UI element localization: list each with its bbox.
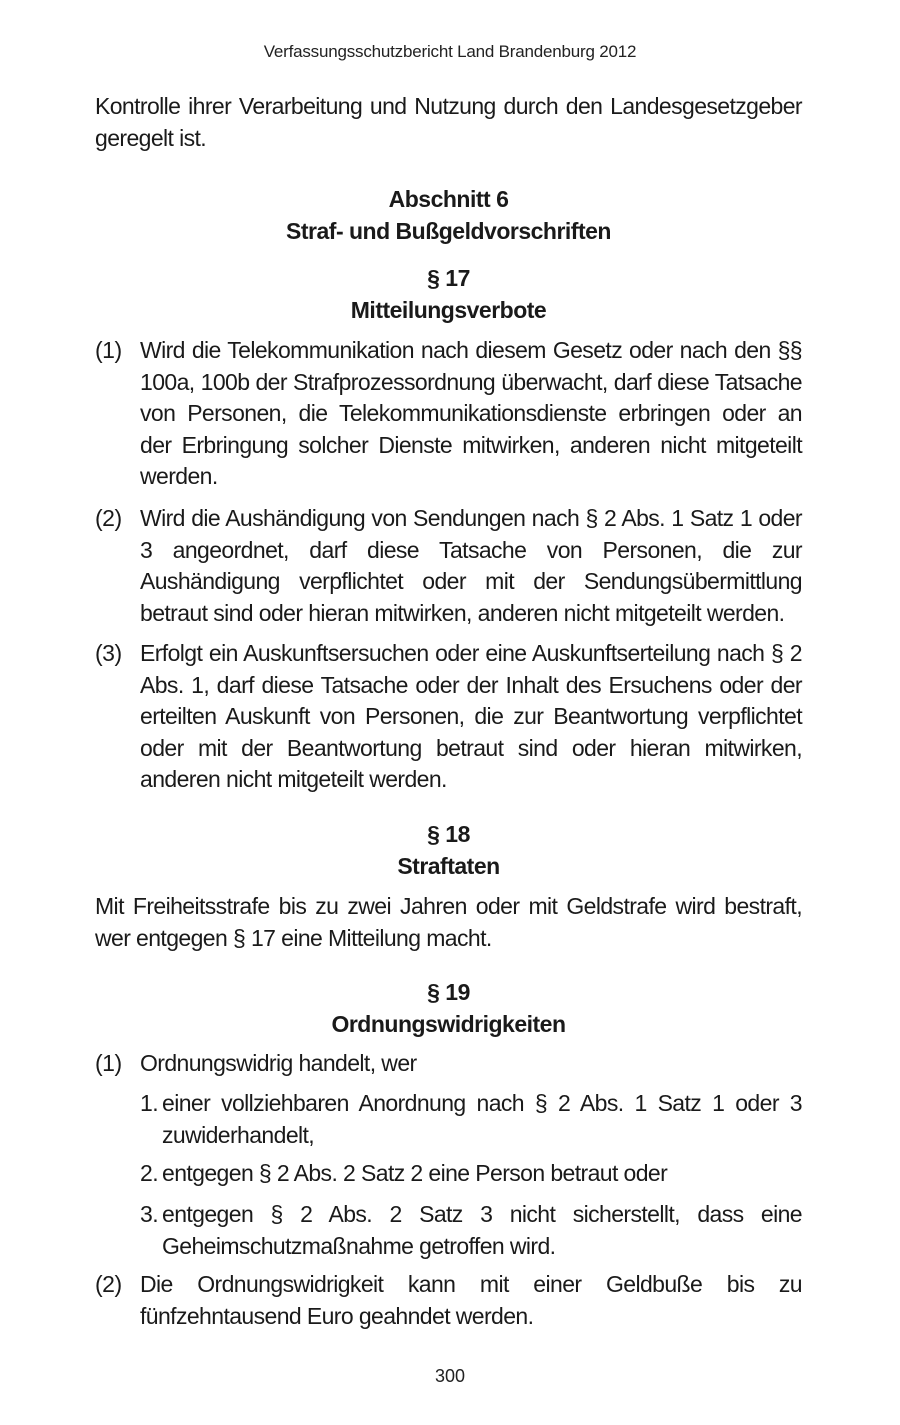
- p18-paragraph: Mit Freiheitsstrafe bis zu zwei Jahren oder mit Geldstrafe wird bestraft, wer entgegen § 17 eine Mitteilung macht.: [95, 893, 802, 951]
- p19-subitem-2-number: 2.: [140, 1160, 159, 1186]
- p17-item-3: [95, 638, 802, 796]
- p17-item-2-number: (2): [95, 505, 122, 531]
- p19-item-1-text: Ordnungswidrig handelt, wer: [140, 1050, 417, 1076]
- p19-item-2-text: Die Ordnungswidrigkeit kann mit einer Geldbuße bis zu fünfzehntausend Euro geahndet werden.: [140, 1271, 802, 1329]
- paragraph-19-label: § 19: [427, 979, 470, 1005]
- p17-item-2: [95, 503, 802, 629]
- p17-item-1-number: (1): [95, 337, 122, 363]
- p17-item-3-text: Erfolgt ein Auskunftsersuchen oder eine Auskunftserteilung nach § 2 Abs. 1, darf diese Tatsache oder der Inhalt des Ersuchens oder der erteilten Auskunft von Personen, die zur Beantwortung verpflichtet oder mit der Beantwortung betraut sind oder hieran mitwirken, anderen nicht mitgeteilt werden.: [140, 640, 802, 792]
- intro-paragraph: Kontrolle ihrer Verarbeitung und Nutzung durch den Landesgesetzgeber geregelt ist.: [95, 93, 802, 151]
- p19-item-1: [95, 1048, 802, 1080]
- p17-item-3-number: (3): [95, 640, 122, 666]
- page-number: 300: [434, 1366, 466, 1386]
- paragraph-17-title: Mitteilungsverbote: [350, 297, 547, 323]
- p19-subitem-3-number: 3.: [140, 1201, 159, 1227]
- section-6-title: Straf- und Bußgeldvorschriften: [286, 218, 611, 244]
- p17-item-1: [95, 335, 802, 493]
- p19-subitem-3-text: entgegen § 2 Abs. 2 Satz 3 nicht sicherstellt, dass eine Geheimschutzmaßnahme getroffen wird.: [162, 1201, 802, 1259]
- paragraph-19-title: Ordnungswidrigkeiten: [331, 1011, 566, 1037]
- p19-item-1-number: (1): [95, 1050, 122, 1076]
- p19-subitem-2: [140, 1158, 802, 1190]
- p19-subitem-1-text: einer vollziehbaren Anordnung nach § 2 Abs. 1 Satz 1 oder 3 zuwiderhandelt,: [162, 1090, 802, 1148]
- paragraph-17-label: § 17: [427, 265, 470, 291]
- p19-subitem-1: [140, 1088, 802, 1151]
- p17-item-2-text: Wird die Aushändigung von Sendungen nach § 2 Abs. 1 Satz 1 oder 3 angeordnet, darf diese Tatsache von Personen, die zur Aushändigung verpflichtet oder mit der Sendungsübermittlung betraut sind oder hieran mitwirken, anderen nicht mitgeteilt werden.: [140, 505, 802, 626]
- p19-subitem-2-text: entgegen § 2 Abs. 2 Satz 2 eine Person betraut oder: [162, 1160, 668, 1186]
- p19-subitem-3: [140, 1199, 802, 1262]
- paragraph-18-label: § 18: [427, 821, 470, 847]
- p19-subitem-1-number: 1.: [140, 1090, 159, 1116]
- section-6-label: Abschnitt 6: [388, 186, 509, 212]
- p19-item-2: [95, 1269, 802, 1332]
- paragraph-18-title: Straftaten: [397, 853, 500, 879]
- p19-item-2-number: (2): [95, 1271, 122, 1297]
- p17-item-1-text: Wird die Telekommunikation nach diesem Gesetz oder nach den §§ 100a, 100b der Strafprozessordnung überwacht, darf diese Tatsache von Personen, die Telekommunikationsdienste erbringen oder an der Erbringung solcher Dienste mitwirken, anderen nicht mitgeteilt werden.: [140, 337, 802, 489]
- running-header: Verfassungsschutzbericht Land Brandenburg 2012: [263, 42, 637, 61]
